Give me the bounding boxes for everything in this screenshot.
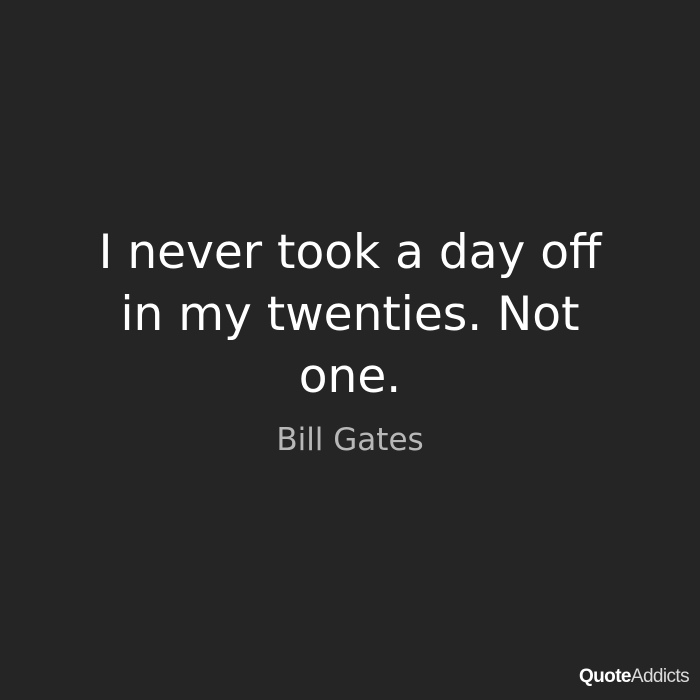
quote-line: one.	[298, 349, 402, 404]
brand-logo	[579, 666, 689, 688]
quote-line: I never took a day off	[98, 225, 602, 280]
quote-text	[60, 222, 640, 408]
brand-logo-bold: Quote	[579, 666, 631, 687]
quote-author: Bill Gates	[276, 422, 424, 458]
quote-line: in my twenties. Not	[120, 287, 580, 342]
brand-logo-light: Addicts	[630, 666, 689, 687]
